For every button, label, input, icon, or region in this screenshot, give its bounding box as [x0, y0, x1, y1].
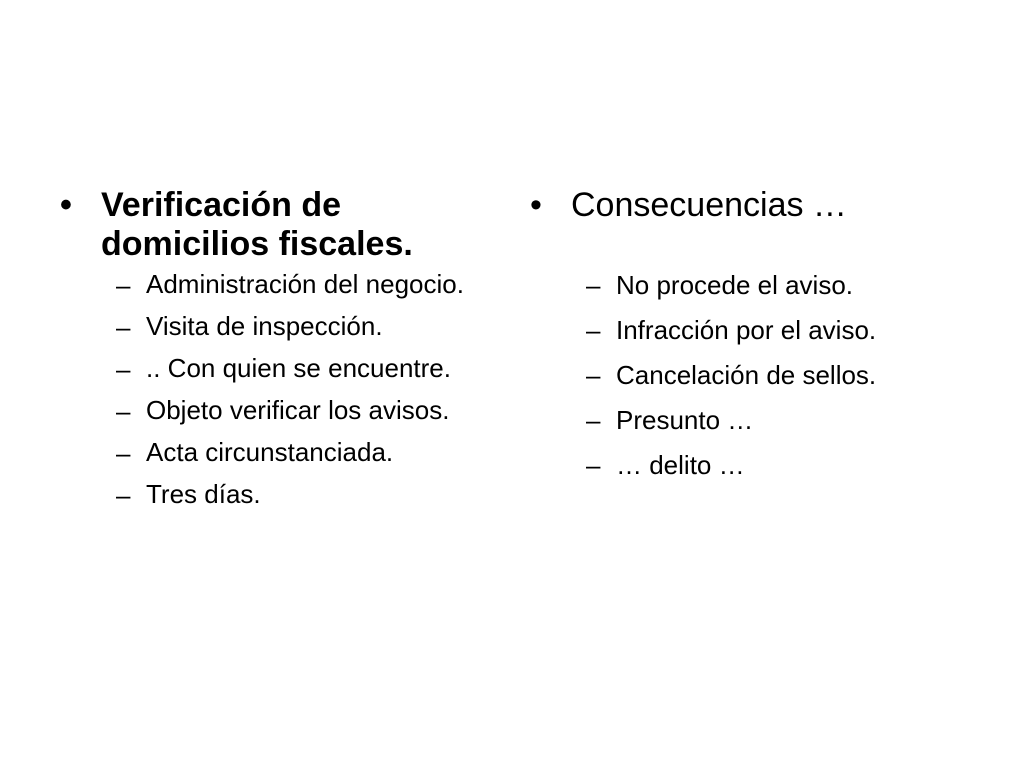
- dash-icon: –: [586, 405, 601, 435]
- list-item: [60, 268, 490, 300]
- left-column: [60, 186, 490, 520]
- dash-icon: –: [116, 270, 131, 300]
- dash-icon: –: [586, 360, 601, 390]
- dash-icon: –: [116, 438, 131, 468]
- left-heading: [60, 186, 490, 264]
- list-item-text: … delito …: [616, 450, 745, 480]
- right-sub-list: [530, 268, 990, 482]
- list-item-text: Infracción por el aviso.: [616, 315, 877, 345]
- dash-icon: –: [586, 270, 601, 300]
- dash-icon: –: [586, 315, 601, 345]
- list-item: [530, 358, 990, 392]
- left-heading-text: Verificación de domicilios fiscales.: [101, 186, 413, 263]
- list-item: [60, 436, 490, 468]
- right-heading: [530, 186, 990, 225]
- bullet-icon: •: [530, 186, 542, 224]
- dash-icon: –: [116, 396, 131, 426]
- list-item: [60, 310, 490, 342]
- list-item: [530, 448, 990, 482]
- list-item: [60, 394, 490, 426]
- right-heading-text: Consecuencias …: [571, 186, 847, 224]
- list-item-text: Tres días.: [146, 479, 261, 509]
- list-item-text: No procede el aviso.: [616, 270, 854, 300]
- bullet-icon: •: [60, 186, 72, 224]
- left-sub-list: [60, 268, 490, 510]
- list-item-text: Acta circunstanciada.: [146, 437, 394, 467]
- list-item-text: Objeto verificar los avisos.: [146, 395, 450, 425]
- list-item-text: Presunto …: [616, 405, 754, 435]
- list-item: [60, 478, 490, 510]
- right-column: [530, 186, 990, 493]
- list-item-text: Visita de inspección.: [146, 311, 383, 341]
- list-item: [530, 403, 990, 437]
- list-item-text: Cancelación de sellos.: [616, 360, 877, 390]
- dash-icon: –: [116, 480, 131, 510]
- list-item: [530, 268, 990, 302]
- dash-icon: –: [116, 312, 131, 342]
- list-item-text: .. Con quien se encuentre.: [146, 353, 451, 383]
- list-item: [60, 352, 490, 384]
- list-item-text: Administración del negocio.: [146, 269, 464, 299]
- dash-icon: –: [586, 450, 601, 480]
- list-item: [530, 313, 990, 347]
- dash-icon: –: [116, 354, 131, 384]
